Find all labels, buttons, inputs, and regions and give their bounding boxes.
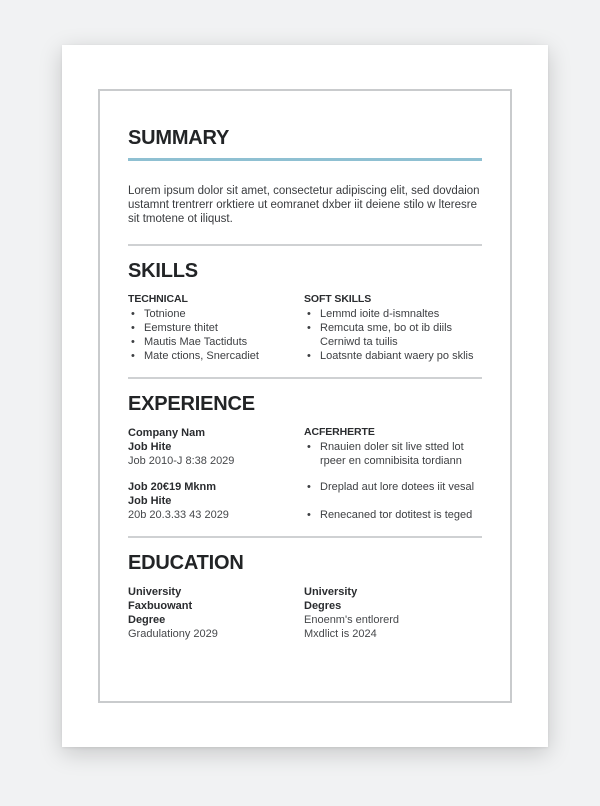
highlights-heading: ACFERHERTE [304, 426, 375, 438]
technical-heading: TECHNICAL [128, 293, 188, 305]
list-item: • Dreplad aut lore dotees iit vesal [304, 480, 480, 494]
education-entry-right [304, 585, 480, 641]
list-item: • Remcuta sme, bo ot ib diils Cerniwd ta tuilis [304, 321, 480, 349]
job-company: Job 20€19 Mknm [128, 481, 217, 493]
list-item: • Loatsnte dabiant waery po sklis [304, 349, 480, 363]
soft-skills [304, 293, 480, 363]
resume-sheet [62, 45, 548, 747]
experience-columns [128, 426, 482, 522]
list-item: • Eemsture thitet [128, 321, 304, 335]
list-item: • Totnione [128, 307, 304, 321]
list-item: • Mate ctions, Snercadiet [128, 349, 304, 363]
summary-accent-rule [128, 158, 482, 161]
section-divider [128, 377, 482, 379]
school-name: University [304, 586, 358, 598]
technical-list [128, 307, 304, 363]
job-role: Job Hite [128, 441, 172, 453]
list-item: • Rnauien doler sit live stted lot rpeer en comnibisita tordiann [304, 440, 480, 468]
resume-frame [98, 89, 512, 703]
soft-skills-list [304, 307, 480, 363]
graduation: Mxdlict is 2024 [304, 628, 377, 640]
summary-heading: SUMMARY [128, 127, 230, 149]
soft-skills-heading: SOFT SKILLS [304, 293, 372, 305]
section-divider [128, 536, 482, 538]
education-columns [128, 585, 482, 641]
technical-skills [128, 293, 304, 363]
list-item: • Mautis Mae Tactiduts [128, 335, 304, 349]
field-of-study: Degres [304, 600, 342, 612]
jobs-column [128, 426, 304, 522]
degree: Enoenm's entlorerd [304, 614, 400, 626]
list-item: • Lemmd ioite d-ismnaltes [304, 307, 480, 321]
experience-heading: EXPERIENCE [128, 393, 255, 415]
field-of-study: Faxbuowant [128, 600, 193, 612]
section-divider [128, 244, 482, 246]
skills-heading: SKILLS [128, 260, 198, 282]
graduation: Gradulationy 2029 [128, 628, 218, 640]
degree: Degree [128, 614, 166, 626]
job-dates: 20b 20.3.33 43 2029 [128, 509, 229, 521]
school-name: University [128, 586, 182, 598]
education-heading: EDUCATION [128, 552, 244, 574]
list-item: • Renecaned tor dotitest is teged [304, 508, 480, 522]
job-dates: Job 2010-J 8:38 2029 [128, 455, 235, 467]
job-company: Company Nam [128, 427, 206, 439]
skills-columns [128, 293, 482, 363]
highlights-column [304, 426, 480, 522]
education-entry-left [128, 585, 304, 641]
job-role: Job Hite [128, 495, 172, 507]
highlights-list [304, 440, 480, 522]
summary-text: Lorem ipsum dolor sit amet, consectetur adipiscing elit, sed dovdaion ustamnt trentrerr orktiere ut eomranet dxber iit deiene stilo w lteresre sit tmotene ot iliqust. [128, 185, 480, 225]
